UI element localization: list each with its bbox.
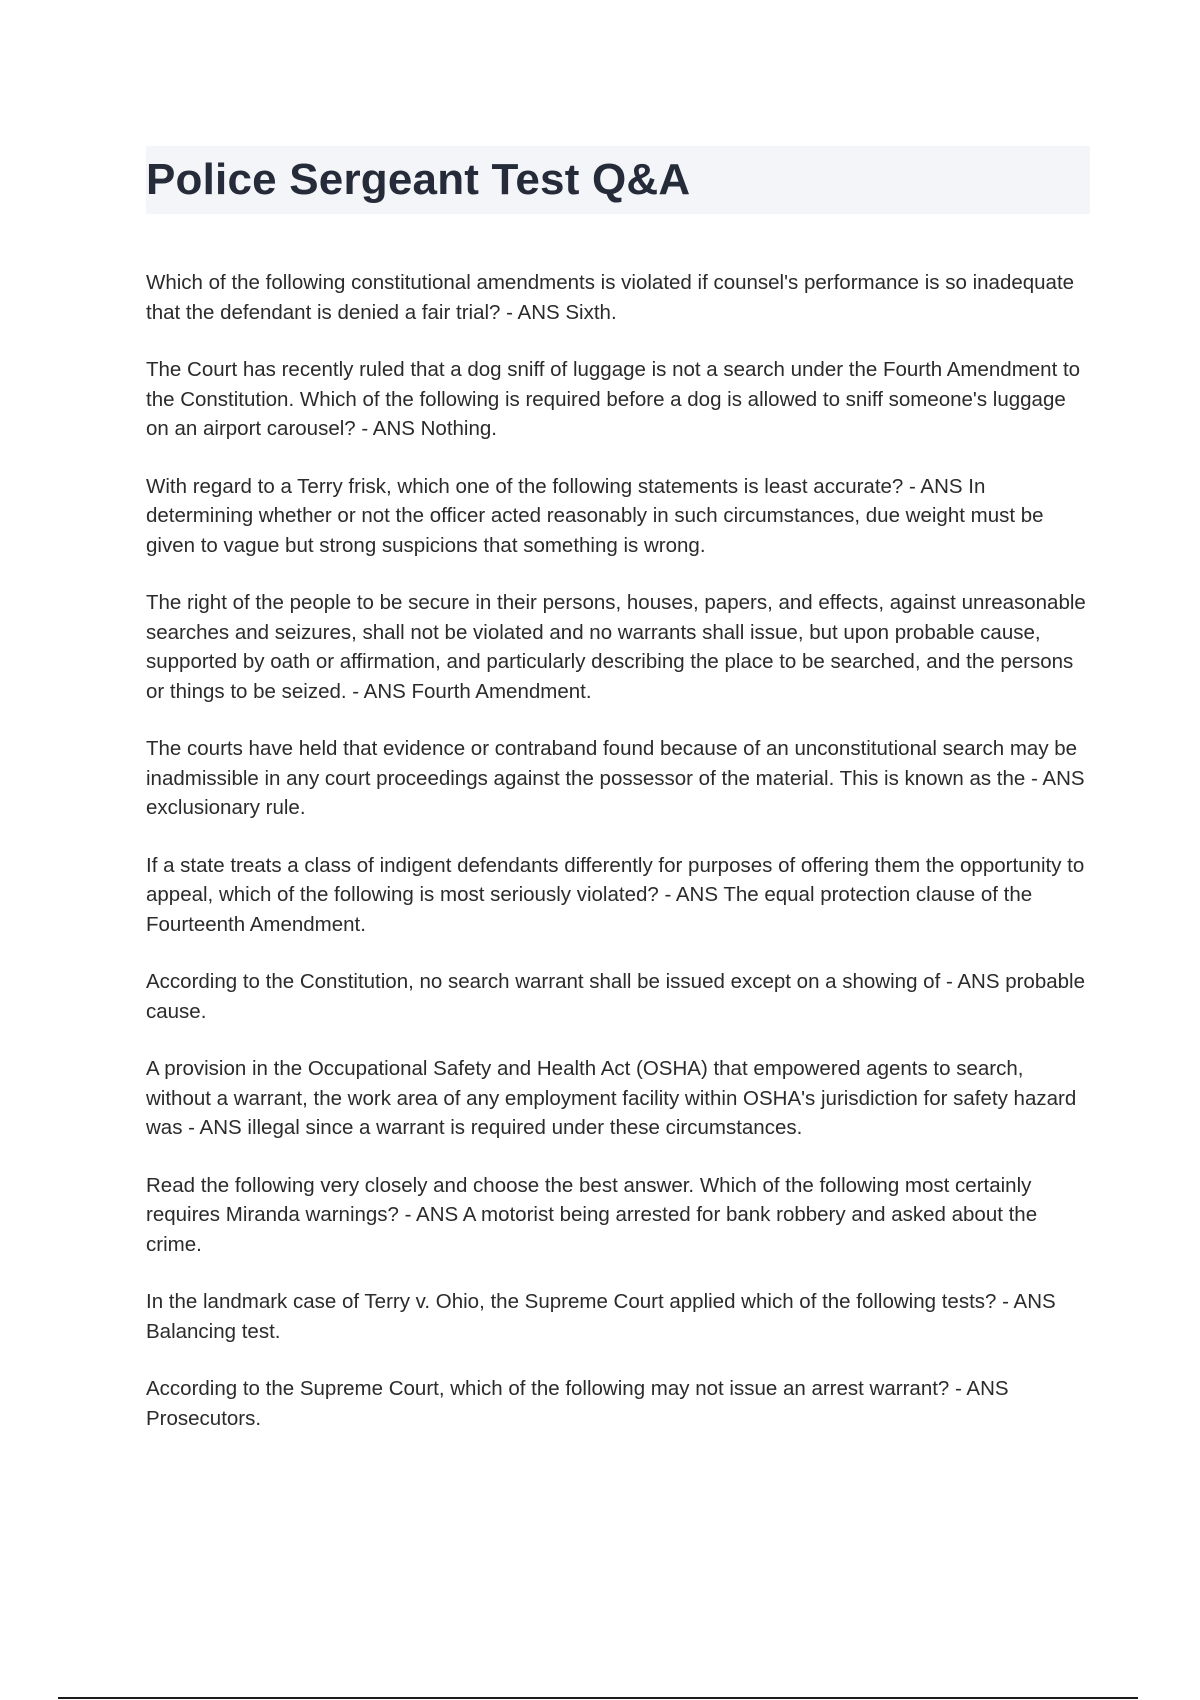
- qa-item: The Court has recently ruled that a dog sniff of luggage is not a search under the Fourth Amendment to the Constitution. Which of the following is required before a dog is allowed to sniff someone's luggage on an airport carousel? - ANS Nothing.: [146, 358, 1081, 440]
- qa-item: A provision in the Occupational Safety and Health Act (OSHA) that empowered agents to search, without a warrant, the work area of any employment facility within OSHA's jurisdiction for safety hazard was - ANS illegal since a warrant is required under these circumstances.: [146, 1057, 1077, 1139]
- qa-item: With regard to a Terry frisk, which one of the following statements is least accurate? - ANS In determining whether or not the officer acted reasonably in such circumstances, due weight must be given to vague but strong suspicions that something is wrong.: [146, 474, 1044, 557]
- qa-item: The courts have held that evidence or contraband found because of an unconstitutional search may be inadmissible in any court proceedings against the possessor of the material. This is known as the - ANS exclusionary rule.: [146, 737, 1085, 819]
- footer-divider: [58, 1697, 1138, 1699]
- page-title: Police Sergeant Test Q&A: [146, 155, 691, 204]
- qa-item: Read the following very closely and choose the best answer. Which of the following most certainly requires Miranda warnings? - ANS A motorist being arrested for bank robbery and asked about the crime.: [146, 1173, 1038, 1256]
- qa-item: Which of the following constitutional amendments is violated if counsel's performance is so inadequate that the defendant is denied a fair trial? - ANS Sixth.: [146, 271, 1075, 324]
- qa-item: If a state treats a class of indigent defendants differently for purposes of offering them the opportunity to appeal, which of the following is most seriously violated? - ANS The equal protection clause of the Fourteenth Amendment.: [146, 853, 1085, 936]
- qa-list: [146, 268, 1090, 1461]
- qa-item: According to the Constitution, no search warrant shall be issued except on a showing of - ANS probable cause.: [146, 970, 1085, 1023]
- qa-item: In the landmark case of Terry v. Ohio, the Supreme Court applied which of the following tests? - ANS Balancing test.: [146, 1290, 1056, 1343]
- qa-item: According to the Supreme Court, which of the following may not issue an arrest warrant? - ANS Prosecutors.: [146, 1377, 1009, 1430]
- qa-item: The right of the people to be secure in their persons, houses, papers, and effects, against unreasonable searches and seizures, shall not be violated and no warrants shall issue, but upon probable cause, supported by oath or affirmation, and particularly describing the place to be searched, and the persons or things to be seized. - ANS Fourth Amendment.: [146, 591, 1086, 703]
- title-band: [146, 146, 1090, 214]
